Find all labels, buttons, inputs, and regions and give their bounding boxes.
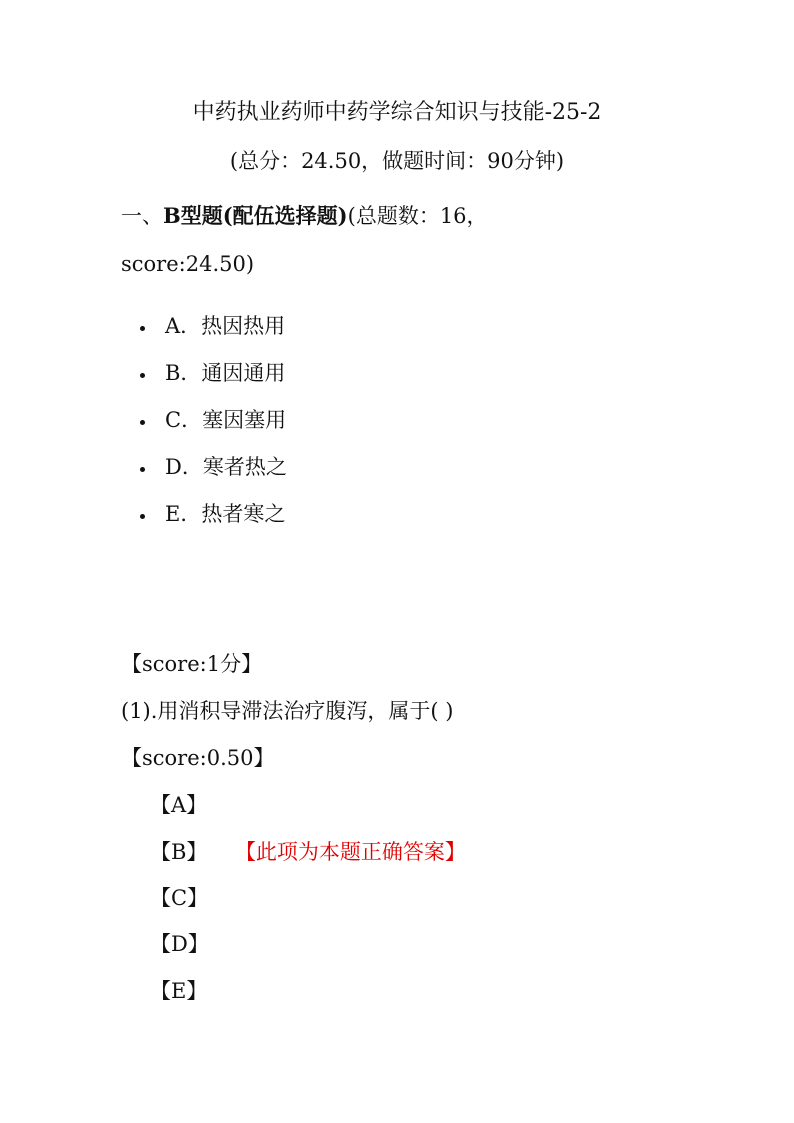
section-heading xyxy=(121,192,681,288)
option-label: B．通因通用 xyxy=(165,360,286,385)
bullet-icon xyxy=(140,514,145,519)
option-label: E．热者寒之 xyxy=(165,501,286,526)
option-item-d xyxy=(140,443,287,490)
section-info-line1: (总题数：16， xyxy=(347,204,488,228)
question-text: (1).用消积导滞法治疗腹泻，属于( ) xyxy=(121,699,454,723)
answer-row-c xyxy=(150,883,208,913)
option-item-a xyxy=(140,302,287,349)
option-label: D．寒者热之 xyxy=(165,454,287,479)
bullet-icon xyxy=(140,467,145,472)
bullet-icon xyxy=(140,420,145,425)
option-label: C．塞因塞用 xyxy=(165,407,287,432)
option-item-c xyxy=(140,396,287,443)
bullet-icon xyxy=(140,373,145,378)
correct-answer-note: 【此项为本题正确答案】 xyxy=(245,840,466,864)
option-list xyxy=(140,302,287,537)
answer-row-b xyxy=(150,837,466,867)
option-label: A．热因热用 xyxy=(165,313,286,338)
bullet-icon xyxy=(140,326,145,331)
answer-label: 【C】 xyxy=(150,886,209,910)
answer-label: 【D】 xyxy=(150,932,209,956)
answer-row-e xyxy=(150,976,207,1006)
question-score-label: 【score:0.50】 xyxy=(121,746,275,770)
answer-label: 【B】 xyxy=(150,840,208,864)
option-item-e xyxy=(140,490,287,537)
page-title: 中药执业药师中药学综合知识与技能-25-2 xyxy=(192,100,602,125)
section-info-line2: score:24.50) xyxy=(121,252,255,276)
answer-label: 【A】 xyxy=(150,793,208,817)
answer-row-a xyxy=(150,790,207,820)
group-score-label: 【score:1分】 xyxy=(121,652,263,676)
option-item-b xyxy=(140,349,287,396)
answer-row-d xyxy=(150,929,209,959)
answer-label: 【E】 xyxy=(150,979,208,1003)
page-subtitle: (总分：24.50，做题时间：90分钟) xyxy=(229,149,565,173)
section-type-label: B型题(配伍选择题) xyxy=(163,203,348,228)
section-prefix: 一、 xyxy=(121,204,163,228)
